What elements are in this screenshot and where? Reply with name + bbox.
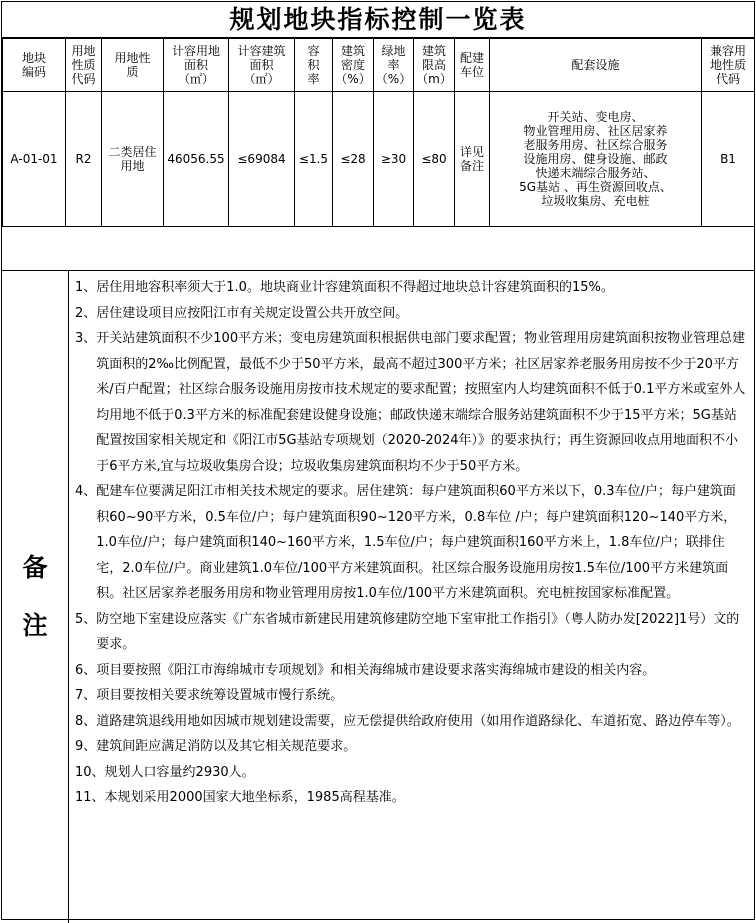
page-title: 规划地块指标控制一览表 bbox=[2, 2, 754, 38]
header-row bbox=[3, 39, 755, 92]
cell-density: ≤28 bbox=[333, 92, 374, 227]
note-item bbox=[75, 658, 748, 684]
note-item bbox=[75, 326, 748, 479]
note-item bbox=[75, 760, 748, 786]
notes-label-char: 备 bbox=[22, 553, 48, 582]
col-header-site-area: 计容用地 面积 （㎡） bbox=[164, 39, 229, 92]
notes-list bbox=[69, 271, 754, 923]
note-text: 防空地下室建设应落实《广东省城市新建民用建筑修建防空地下室审批工作指引》（粤人防办发[2022]1号）文的要求。 bbox=[96, 611, 740, 652]
col-header-height-limit: 建筑 限高 （m） bbox=[414, 39, 455, 92]
note-item bbox=[75, 301, 748, 327]
col-header-floor-area: 计容建筑 面积 （㎡） bbox=[229, 39, 295, 92]
note-text: 项目要按照《阳江市海绵城市专项规划》和相关海绵城市建设要求落实海绵城市建设的相关内容。 bbox=[96, 662, 656, 678]
note-text: 项目要按相关要求统筹设置城市慢行系统。 bbox=[96, 688, 344, 703]
col-header-facilities: 配套设施 bbox=[490, 39, 702, 92]
note-number: 11、 bbox=[75, 790, 105, 805]
notes-label-char: 注 bbox=[22, 611, 48, 640]
col-header-compatible-code: 兼容用 地性质 代码 bbox=[702, 39, 755, 92]
note-number: 6、 bbox=[75, 662, 97, 678]
note-item bbox=[75, 607, 748, 658]
cell-far: ≤1.5 bbox=[295, 92, 333, 227]
note-text: 建筑间距应满足消防以及其它相关规范要求。 bbox=[96, 739, 357, 754]
cell-compatible-code: B1 bbox=[702, 92, 755, 227]
note-text: 道路建筑退线用地如因城市规划建设需要，应无偿提供给政府使用（如用作道路绿化、车道拓宽、路边停车等）。 bbox=[96, 713, 740, 729]
note-number: 7、 bbox=[75, 688, 97, 703]
note-text: 开关站建筑面积不少100平方米；变电房建筑面积根据供电部门要求配置；物业管理用房建筑面积按物业管理总建筑面积的2‰比例配置，最低不少于50平方米，最高不超过300平方米；社区居家养老服务用房按不少于20平方米/百户配置；社区综合服务设施用房按市技术规定的要求配置；按照室内人均建筑面积不低于0.1平方米或室外人均用地不低于0.3平方米的标准配套建设健身设施；邮政快递末端综合服务站建筑面积不少于15平方米；5G基站配置按国家相关规定和《阳江市5G基站专项规划（2020-2024年）》的要求执行；再生资源回收点用地面积不小于6平方米,宜与垃圾收集房合设；垃圾收集房建筑面积均不少于50平方米。 bbox=[96, 331, 746, 474]
note-item bbox=[75, 785, 748, 811]
cell-green-ratio: ≥30 bbox=[374, 92, 414, 227]
blank-row bbox=[2, 227, 754, 271]
cell-parking: 详见 备注 bbox=[455, 92, 490, 227]
note-number: 8、 bbox=[75, 713, 97, 729]
note-number: 2、 bbox=[75, 305, 97, 321]
note-item bbox=[75, 683, 748, 709]
cell-facilities: 开关站、变电房、 物业管理用房、社区居家养 老服务用房、社区综合服务 设施用房、健身设施、邮政 快递末端综合服务站、 5G基站 、再生资源回收点、 垃圾收集房、充电桩 bbox=[490, 92, 702, 227]
col-header-plot-code: 地块 编码 bbox=[3, 39, 66, 92]
note-item bbox=[75, 709, 748, 735]
note-text: 配建车位要满足阳江市相关技术规定的要求。居住建筑：每户建筑面积60平方米以下，0.3车位/户；每户建筑面积60~90平方米，0.5车位/户；每户建筑面积90~120平方米，0.8车位 /户；每户建筑面积120~140平方米，1.0车位/户；每户建筑面积140~160平方米，1.5车位/户；每户建筑面积160平方米上，1.8车位/户；联排住宅，2.0车位/户。商业建筑1.0车位/100平方米建筑面积。社区综合服务设施用房按1.5车位/100平方米建筑面积。社区居家养老服务用房和物业管理用房按1.0车位/100平方米建筑面积。充电桩按国家标准配置。 bbox=[96, 484, 737, 601]
cell-site-area: 46056.55 bbox=[164, 92, 229, 227]
note-number: 3、 bbox=[75, 331, 97, 346]
notes-section bbox=[2, 271, 754, 923]
cell-land-use: 二类居住 用地 bbox=[102, 92, 164, 227]
control-index-sheet bbox=[1, 1, 755, 920]
note-number: 5、 bbox=[75, 611, 97, 627]
cell-floor-area: ≤69084 bbox=[229, 92, 295, 227]
index-table bbox=[2, 38, 755, 227]
note-item bbox=[75, 275, 748, 301]
table-row bbox=[3, 92, 755, 227]
cell-height-limit: ≤80 bbox=[414, 92, 455, 227]
note-number: 1、 bbox=[75, 280, 97, 295]
note-number: 10、 bbox=[75, 764, 105, 780]
note-number: 9、 bbox=[75, 739, 97, 754]
note-text: 本规划采用2000国家大地坐标系，1985高程基准。 bbox=[104, 790, 405, 805]
note-text: 居住建设项目应按阳江市有关规定设置公共开放空间。 bbox=[96, 305, 409, 321]
cell-land-use-code: R2 bbox=[66, 92, 102, 227]
note-item bbox=[75, 479, 748, 607]
col-header-parking: 配建 车位 bbox=[455, 39, 490, 92]
col-header-far: 容 积 率 bbox=[295, 39, 333, 92]
notes-label bbox=[2, 271, 69, 923]
note-item bbox=[75, 734, 748, 760]
note-text: 规划人口容量约2930人。 bbox=[104, 764, 255, 780]
cell-plot-code: A-01-01 bbox=[3, 92, 66, 227]
col-header-green-ratio: 绿地 率 （%） bbox=[374, 39, 414, 92]
note-text: 居住用地容积率须大于1.0。地块商业计容建筑面积不得超过地块总计容建筑面积的15%。 bbox=[96, 280, 614, 295]
col-header-density: 建筑 密度 （%） bbox=[333, 39, 374, 92]
col-header-land-use-code: 用地 性质 代码 bbox=[66, 39, 102, 92]
note-number: 4、 bbox=[75, 484, 97, 499]
col-header-land-use: 用地性 质 bbox=[102, 39, 164, 92]
